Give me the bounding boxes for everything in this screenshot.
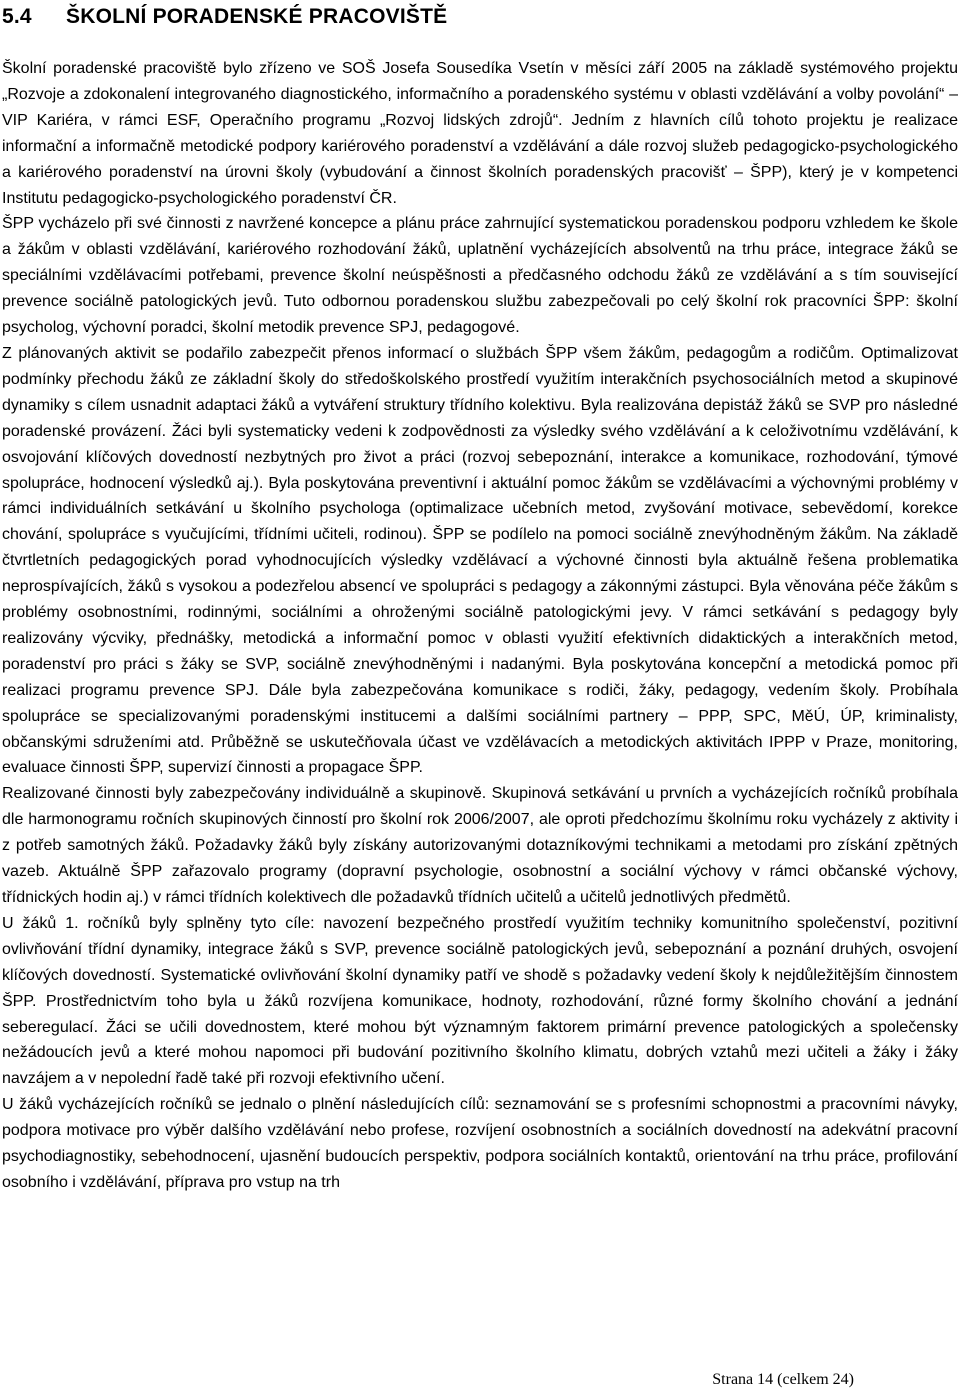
section-heading xyxy=(2,4,447,30)
paragraph-intro: Školní poradenské pracoviště bylo zřízeno ve SOŠ Josefa Sousedíka Vsetín v měsíci září 2005 na základě systémového projektu „Rozvoje a zdokonalení integrovaného diagnostického, informačního a poradenského systému v oblasti vzdělávání a volby povolání“ – VIP Kariéra, v rámci ESF, Operačního programu „Rozvoj lidských zdrojů“. Jedním z hlavních cílů tohoto projektu je realizace informační a informačně metodické podpory kariérového poradenství a vzdělávání a dále rozvoj služeb pedagogicko-psychologického a kariérového poradenství na úrovni školy (vybudování a činnost školních poradenských pracovišť – ŠPP), který je v kompetenci Institutu pedagogicko-psychologického poradenství ČR. xyxy=(2,60,958,207)
paragraph-spp-activities: ŠPP vycházelo při své činnosti z navržené koncepce a plánu práce zahrnující systematickou poradenskou podporu vzhledem ke škole a žákům v oblasti vzdělávání, kariérového rozhodování žáků, uplatnění vycházejících absolventů na trhu práce, integrace žáků se speciálními vzdělávacími potřebami, prevence školní neúspěšnosti a předčasného odchodu žáků ze vzdělávání a s tím související prevence sociálně patologických jevů. Tuto odbornou poradenskou službu zabezpečovali po celý školní rok pracovníci ŠPP: školní psycholog, výchovní poradci, školní metodik prevence SPJ, pedagogové. xyxy=(2,215,958,337)
paragraph-realized-activities: Realizované činnosti byly zabezpečovány individuálně a skupinově. Skupinová setkávání u prvních a vycházejících ročníků probíhala dle harmonogramu ročních skupinových činností pro školní rok 2006/2007, ale oproti předchozímu školnímu roku vycházely z aktivity i z potřeb samotných žáků. Požadavky žáků byly získány autorizovanými dotazníkovými technikami a metodami pro získání zpětných vazeb. Aktuálně ŠPP zařazovalo programy (dopravní psychologie, osobnostní a sociální výchovy v rámci občanské výchovy, třídnických hodin aj.) v rámci třídních kolektivech dle požadavků třídních učitelů a učitelů jednotlivých předmětů. xyxy=(2,785,958,906)
section-title: ŠKOLNÍ PORADENSKÉ PRACOVIŠTĚ xyxy=(66,5,448,28)
paragraph-achievements: Z plánovaných aktivit se podařilo zabezpečit přenos informací o službách ŠPP všem žákům, pedagogům a rodičům. Optimalizovat podmínky přechodu žáků ze základní školy do středoškolského prostředí využitím interakčních psychosociálních metod a skupinové dynamiky s cílem usnadnit adaptaci žáků a vytváření struktury třídního kolektivu. Byla realizována depistáž žáků se SVP pro následné poradenské provázení. Žáci byli systematicky vedeni k zodpovědnosti za výsledky svého vzdělávání a k celoživotnímu vzdělávání, k osvojování klíčových dovedností nezbytných pro život a práci (rozvoj sebepoznání, interakce a komunikace, rozhodování, týmové spolupráce, hodnocení výsledků aj.). Byla poskytována preventivní i aktuální pomoc žákům se vzdělávacími a výchovnými problémy v rámci individuálních setkávání u školního psychologa (optimalizace učebních metod, zvyšování motivace, sebevědomí, korekce chování, spolupráce s vyučujícími, třídními učiteli, rodinou). ŠPP se podílelo na pomoci sociálně znevýhodněným žákům. Na základě čtvrtletních pedagogických porad vyhodnocujících výsledky vzdělávací a výchovné činnosti byla aktuálně řešena problematika neprospívajících, žáků s vysokou a podezřelou absencí ve spolupráci s pedagogy a zákonnými zástupci. Byla věnována péče žákům s problémy osobnostními, rodinnými, sociálními a ohroženými sociálně patologickými jevy. V rámci setkávání s pedagogy byly realizovány výcviky, přednášky, metodická a informační pomoc v oblasti využití efektivních didaktických a interakčních metod, poradenství pro práci s žáky se SVP, sociálně znevýhodněnými i nadanými. Byla poskytována koncepční a metodická pomoc při realizaci programu prevence SPJ. Dále byla zabezpečována komunikace s rodiči, žáky, pedagogy, vedením školy. Probíhala spolupráce se specializovanými poradenskými institucemi a dalšími sociálními partnery – PPP, SPC, MěÚ, ÚP, kriminalisty, občanskými sdruženími atd. Průběžně se uskutečňovala účast ve vzdělávacích a metodických aktivitách IPPP v Praze, monitoring, evaluace činnosti ŠPP, supervizí činnosti a propagace ŠPP. xyxy=(2,344,958,777)
paragraph-graduating-goals: U žáků vycházejících ročníků se jednalo o plnění následujících cílů: seznamování se s profesními schopnostmi a pracovními návyky, podpora motivace pro výběr dalšího vzdělávání nebo profese, rozvíjení osobnostních a sociálních dovedností na adekvátní pracovní psychodiagnostiky, sebehodnocení, ujasnění budoucích perspektiv, podpora sociálních kontaktů, orientování na trhu práce, profilování osobního i vzdělávání, příprava pro vstup na trh xyxy=(2,1096,958,1191)
section-number: 5.4 xyxy=(2,5,32,28)
paragraph-first-year-goals: U žáků 1. ročníků byly splněny tyto cíle: navození bezpečného prostředí využitím techniky komunitního společenství, pozitivní ovlivňování třídní dynamiky, integrace žáků s SVP, prevence sociálně patologických jevů, sebepoznání a poznání druhých, osvojení klíčových dovedností. Systematické ovlivňování školní dynamiky patří ve shodě s požadavky vedení školy k nejdůležitějším činnostem ŠPP. Prostřednictvím toho byla u žáků rozvíjena komunikace, hodnoty, rozhodování, různé formy školního chování a jednání seberegulací. Žáci se učili dovednostem, které mohou být významným faktorem primární prevence patologických a společensky nežádoucích jevů a které mohou napomoci při budování pozitivního školního klimatu, dobrých vztahů mezi učiteli a žáky i žáky navzájem a v nepolední řadě také při rozvoji efektivního učení. xyxy=(2,914,958,1088)
page-number: Strana 14 (celkem 24) xyxy=(712,1371,854,1388)
document-body xyxy=(2,56,958,1196)
